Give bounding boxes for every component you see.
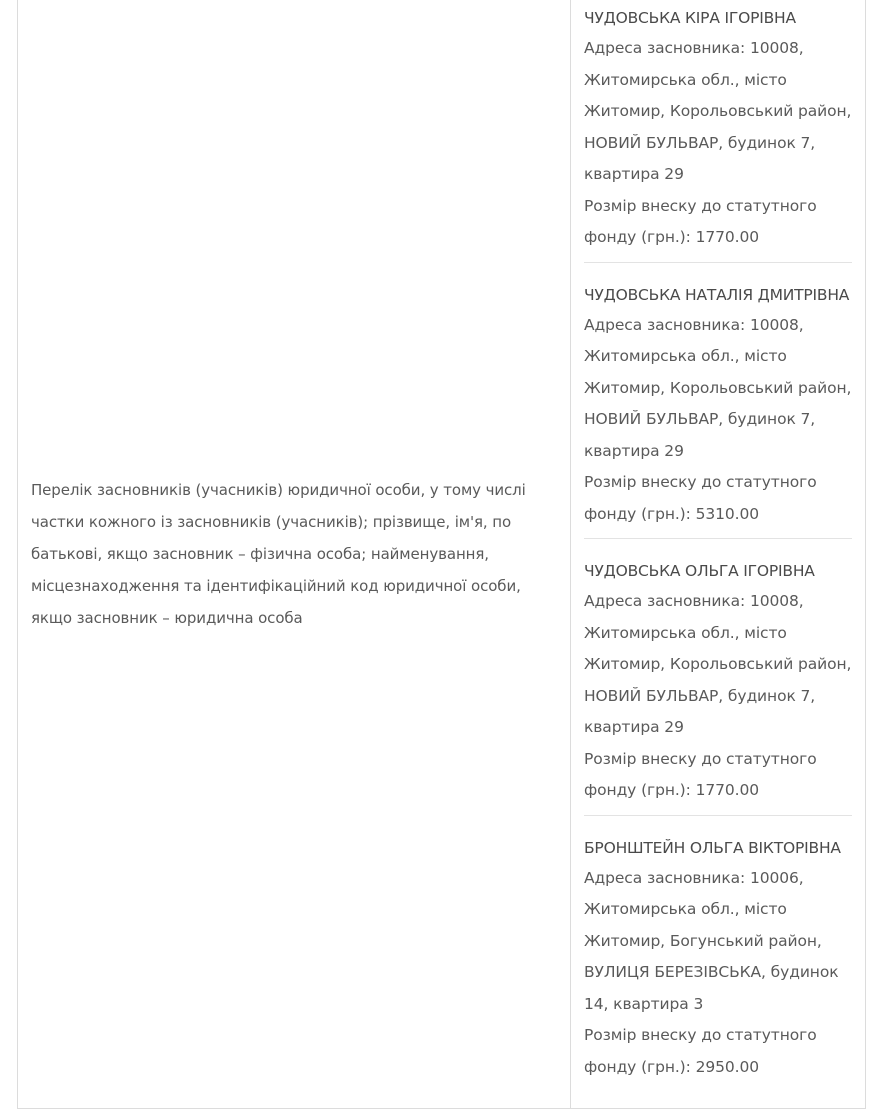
founder-entry [584, 556, 852, 816]
founder-name: ЧУДОВСЬКА НАТАЛІЯ ДМИТРІВНА [584, 285, 850, 304]
founder-address: Адреса засновника: 10008, Житомирська обл., місто Житомир, Корольовський район, НОВИЙ БУЛЬВАР, будинок 7, квартира 29 [584, 592, 852, 736]
founders-list [584, 3, 852, 1091]
founders-table [17, 0, 866, 1109]
founder-entry [584, 280, 852, 540]
founder-address: Адреса засновника: 10006, Житомирська обл., місто Житомир, Богунський район, ВУЛИЦЯ БЕРЕЗІВСЬКА, будинок 14, квартира 3 [584, 868, 839, 1013]
founder-contribution: Розмір внеску до статутного фонду (грн.): 1770.00 [584, 196, 817, 246]
founder-address: Адреса засновника: 10008, Житомирська обл., місто Житомир, Корольовський район, НОВИЙ БУЛЬВАР, будинок 7, квартира 29 [584, 39, 852, 183]
field-value-cell [571, 0, 866, 1109]
founder-address: Адреса засновника: 10008, Житомирська обл., місто Житомир, Корольовський район, НОВИЙ БУЛЬВАР, будинок 7, квартира 29 [584, 315, 852, 460]
founder-entry [584, 3, 852, 263]
field-label: Перелік засновників (учасників) юридичної особи, у тому числі частки кожного із засновників (учасників); прізвище, ім'я, по батькові, якщо засновник – фізична особа; найменування, місцезнаходження та ідентифікаційний код юридичної особи, якщо засновник – юридична особа [31, 480, 526, 627]
founder-name: ЧУДОВСЬКА КІРА ІГОРІВНА [584, 9, 796, 27]
founder-name: БРОНШТЕЙН ОЛЬГА ВІКТОРІВНА [584, 838, 841, 857]
table-row [18, 0, 866, 1109]
founder-name: ЧУДОВСЬКА ОЛЬГА ІГОРІВНА [584, 562, 815, 580]
founder-contribution: Розмір внеску до статутного фонду (грн.): 2950.00 [584, 1026, 817, 1076]
founder-entry [584, 833, 852, 1092]
founder-contribution: Розмір внеску до статутного фонду (грн.): 5310.00 [584, 473, 817, 523]
field-label-cell [18, 0, 571, 1109]
founder-contribution: Розмір внеску до статутного фонду (грн.): 1770.00 [584, 749, 817, 799]
